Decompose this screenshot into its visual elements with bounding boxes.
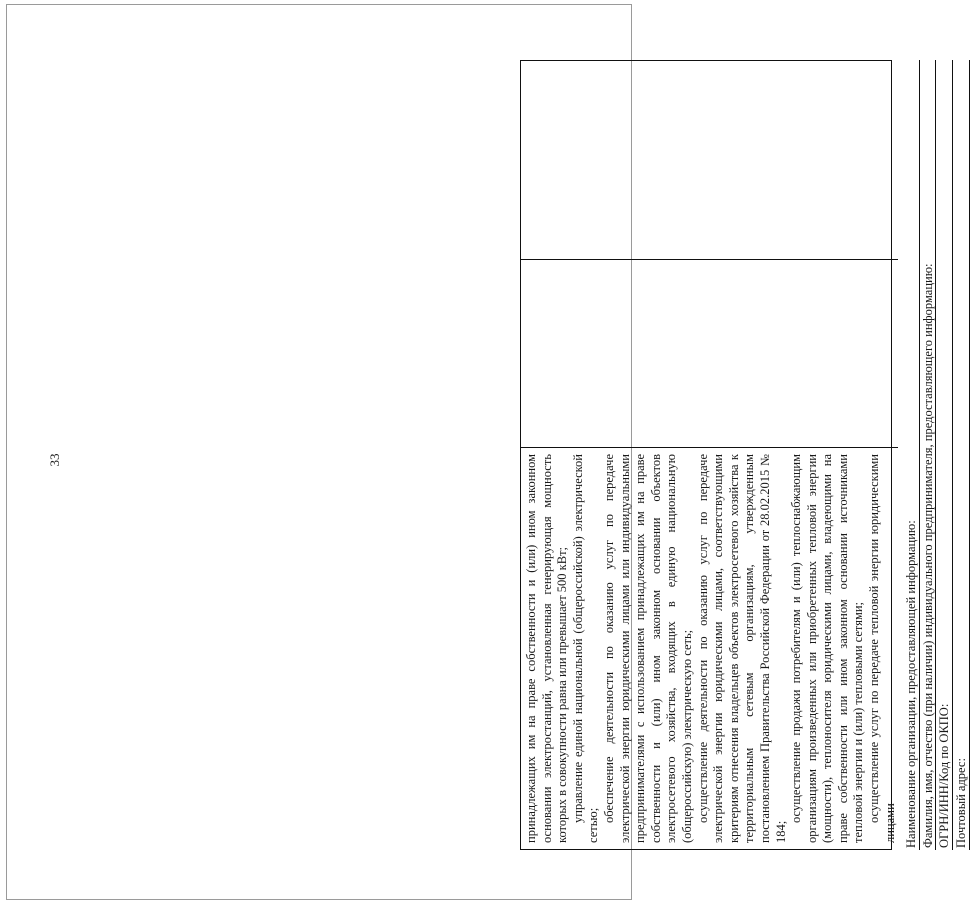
table-cell-empty-2 (521, 59, 898, 259)
table-paragraph: осуществление услуг по передаче тепловой энергии юридическими лицами (867, 454, 897, 843)
table-paragraph: обеспечение деятельности по оказанию услуг по передаче электрической энергии юридическими лицами или индивидуальными предпринимателями с использованием принадлежащих им на праве собственности и (или) ином законном основании объектов электросетевого хозяйства, входящих в единую национальную (общероссийскую) электрическую сеть; (601, 454, 694, 843)
requirements-table (520, 60, 897, 850)
activity-list (521, 448, 898, 849)
table-paragraph: осуществление деятельности по оказанию услуг по передаче электрической энергии юридическими лицами, соответствующими критериям отнесения владельцев объектов электросетевого хозяйства к территориальным сетевым организациям, утвержденным постановлением Правительства Российской Федерации от 28.02.2015 № 184; (695, 454, 788, 843)
table-paragraph: управление единой национальной (общероссийской) электрической сетью; (570, 454, 601, 843)
form-line-organization: Наименование организации, предоставляющей информацию: (903, 60, 920, 850)
form-line-postal-address: Почтовый адрес: (953, 60, 970, 850)
form-line-entrepreneur-name: Фамилия, имя, отчество (при наличии) индивидуального предпринимателя, предоставляющего информацию: (920, 60, 937, 850)
table-cell-activity-list (521, 447, 898, 849)
page-number: 33 (47, 453, 62, 467)
table-paragraph: осуществление продажи потребителям и (или) теплоснабжающим организациям произведенных или приобретенных тепловой энергии (мощности), теплоносителя юридическими лицами, владеющими на праве собственности или ином законном основании источниками тепловой энергии и (или) тепловыми сетями; (789, 454, 866, 843)
table-paragraph: принадлежащих им на праве собственности и (или) ином законном основании электростанций, установленная генерирующая мощность которых в совокупности равна или превышает 500 кВт; (524, 454, 570, 843)
rotated-page-content (520, 60, 980, 850)
form-line-registration-codes: ОГРН/ИНН/Код по ОКПО: (936, 60, 953, 850)
table-cell-empty-1 (521, 259, 898, 447)
respondent-info-form (903, 60, 970, 850)
